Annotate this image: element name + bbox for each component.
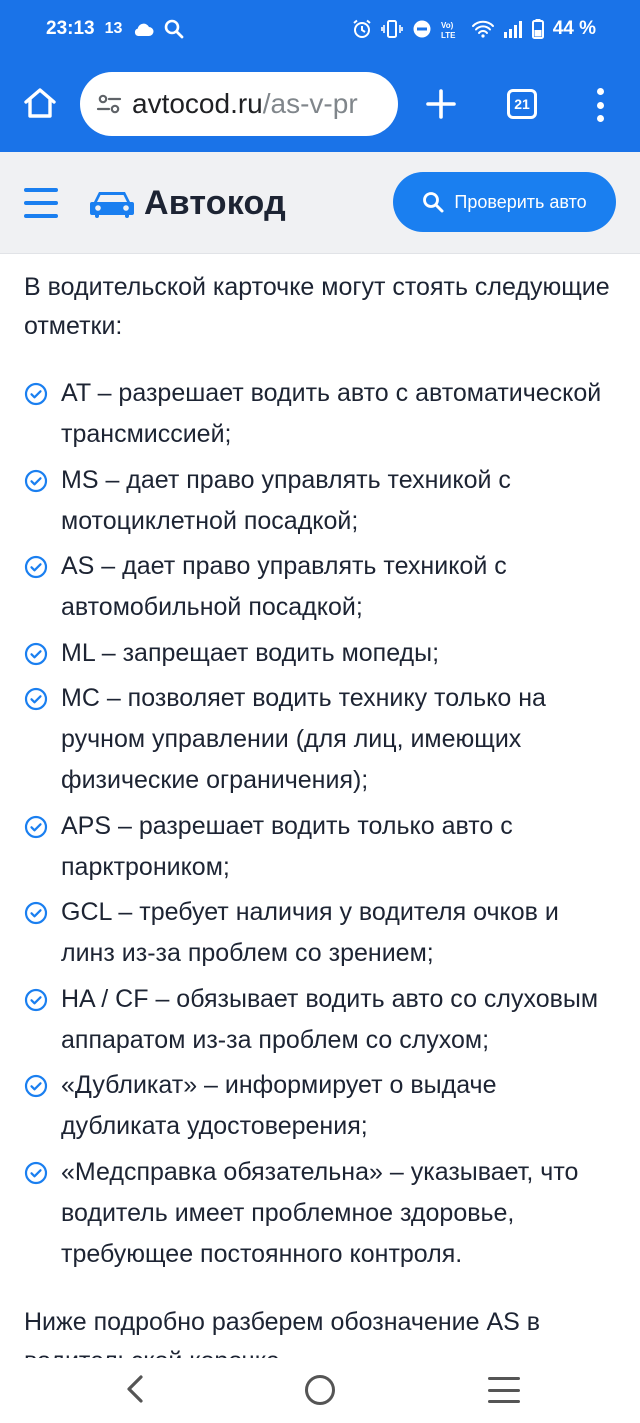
check-circle-icon bbox=[24, 815, 48, 839]
status-bar-right bbox=[352, 18, 596, 40]
alarm-icon bbox=[352, 19, 372, 39]
site-settings-icon[interactable] bbox=[94, 89, 124, 119]
list-item-text: APS – разрешает водить только авто с парктроником; bbox=[61, 811, 513, 881]
list-item-text: ML – запрещает водить мопеды; bbox=[61, 638, 440, 667]
list-item bbox=[24, 460, 616, 542]
check-circle-icon bbox=[24, 901, 48, 925]
url-domain: avtocod.ru bbox=[132, 88, 263, 119]
list-item bbox=[24, 373, 616, 455]
signal-icon bbox=[503, 20, 523, 38]
browser-toolbar bbox=[0, 58, 640, 152]
hamburger-menu-icon[interactable] bbox=[24, 188, 60, 218]
vibrate-icon bbox=[381, 19, 403, 39]
tab-switcher-button[interactable]: 21 bbox=[507, 89, 537, 119]
list-item-text: GCL – требует наличия у водителя очков и линз из-за проблем со зрением; bbox=[61, 898, 559, 967]
check-circle-icon bbox=[24, 1074, 48, 1098]
home-icon bbox=[23, 87, 57, 119]
url-text bbox=[132, 88, 358, 120]
address-bar[interactable] bbox=[80, 72, 398, 136]
back-button[interactable] bbox=[120, 1372, 150, 1406]
check-circle-icon bbox=[24, 382, 48, 406]
back-chevron-icon bbox=[124, 1374, 146, 1404]
article-content bbox=[24, 268, 616, 1358]
marks-list bbox=[24, 373, 616, 1275]
battery-percent: 44 % bbox=[552, 18, 596, 39]
notification-count: 13 bbox=[104, 20, 123, 37]
dnd-icon bbox=[412, 19, 432, 39]
battery-icon bbox=[532, 19, 544, 39]
recent-apps-icon[interactable] bbox=[488, 1377, 520, 1403]
list-item-text: MC – позволяет водить технику только на ручном управлении (для лиц, имеющих физические ограничения); bbox=[61, 684, 546, 794]
cloud-icon bbox=[132, 21, 154, 37]
list-item bbox=[24, 892, 616, 974]
intro-paragraph: В водительской карточке могут стоять следующие отметки: bbox=[24, 273, 610, 340]
status-bar-left bbox=[46, 18, 184, 40]
search-icon bbox=[164, 19, 184, 39]
home-circle-icon[interactable] bbox=[305, 1375, 335, 1405]
svg-text:Vo): Vo) bbox=[440, 21, 453, 30]
url-path: /as-v-pr bbox=[262, 88, 358, 119]
list-item bbox=[24, 806, 616, 888]
site-header bbox=[0, 152, 640, 254]
more-menu-icon[interactable] bbox=[588, 86, 612, 124]
search-icon bbox=[422, 191, 444, 213]
list-item-text: HA / CF – обязывает водить авто со слуховым аппаратом из-за проблем со слухом; bbox=[61, 984, 599, 1054]
list-item-text: «Медсправка обязательна» – указывает, что водитель имеет проблемное здоровье, требующее постоянного контроля. bbox=[61, 1157, 579, 1268]
svg-text:LTE: LTE bbox=[440, 31, 456, 40]
status-bar bbox=[0, 0, 640, 58]
logo-text: Автокод bbox=[144, 183, 286, 222]
system-nav-bar bbox=[0, 1358, 640, 1423]
list-item bbox=[24, 678, 616, 801]
check-circle-icon bbox=[24, 988, 48, 1012]
check-circle-icon bbox=[24, 555, 48, 579]
check-car-label: Проверить авто bbox=[454, 191, 587, 212]
wifi-icon bbox=[472, 20, 494, 38]
site-logo[interactable] bbox=[90, 178, 286, 228]
list-item-text: AT – разрешает водить авто с автоматической трансмиссией; bbox=[61, 379, 602, 448]
plus-icon bbox=[425, 88, 457, 120]
list-item bbox=[24, 1065, 616, 1147]
new-tab-button[interactable] bbox=[420, 83, 462, 125]
list-item bbox=[24, 546, 616, 628]
outro-paragraph: Ниже подробно разберем обозначение AS в bbox=[24, 1307, 541, 1336]
volte-icon bbox=[441, 19, 463, 39]
check-car-button[interactable] bbox=[393, 172, 616, 232]
check-circle-icon bbox=[24, 1161, 48, 1185]
check-circle-icon bbox=[24, 469, 48, 493]
list-item bbox=[24, 979, 616, 1061]
check-circle-icon bbox=[24, 687, 48, 711]
list-item bbox=[24, 633, 616, 674]
list-item bbox=[24, 1152, 616, 1275]
car-icon bbox=[90, 188, 134, 218]
list-item-text: «Дубликат» – информирует о выдаче дубликата удостоверения; bbox=[61, 1071, 497, 1140]
check-circle-icon bbox=[24, 642, 48, 666]
status-time: 23:13 bbox=[46, 18, 95, 39]
home-button[interactable] bbox=[20, 83, 60, 123]
list-item-text: AS – дает право управлять техникой с автомобильной посадкой; bbox=[61, 552, 507, 621]
list-item-text: MS – дает право управлять техникой с мотоциклетной посадкой; bbox=[61, 465, 511, 535]
